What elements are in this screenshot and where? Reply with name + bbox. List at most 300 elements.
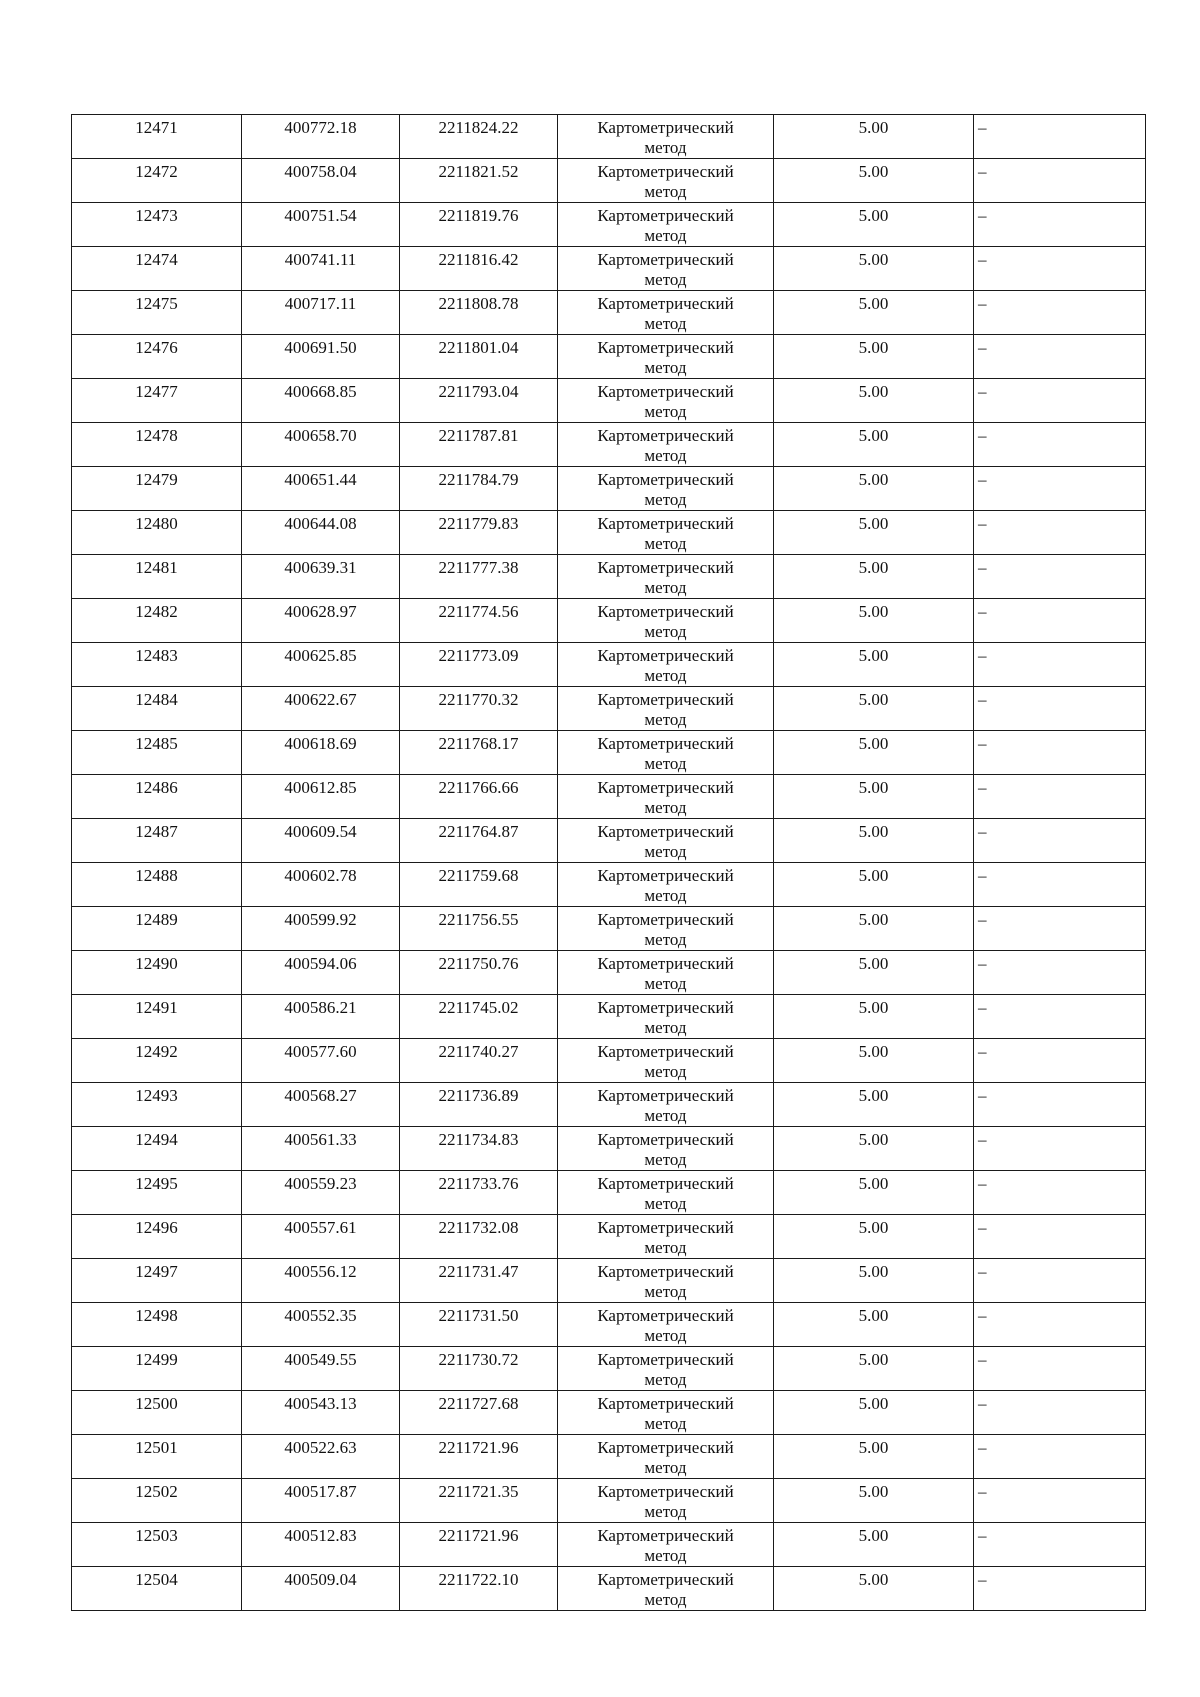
method-line-2: метод [644,578,687,597]
table-row [72,1567,1146,1611]
error-cell: 5.00 [774,1215,974,1259]
table-row [72,1127,1146,1171]
error-cell: 5.00 [774,775,974,819]
y-coordinate-cell: 2211773.09 [400,643,558,687]
note-cell: – [974,643,1146,687]
method-line-2: метод [644,930,687,949]
point-number-cell: 12475 [72,291,242,335]
table-row [72,511,1146,555]
method-cell [558,1435,774,1479]
method-line-2: метод [644,1194,687,1213]
x-coordinate-cell: 400552.35 [242,1303,400,1347]
error-cell: 5.00 [774,907,974,951]
method-cell [558,1303,774,1347]
note-cell: – [974,1083,1146,1127]
table-row [72,643,1146,687]
error-cell: 5.00 [774,1127,974,1171]
error-cell: 5.00 [774,1083,974,1127]
method-cell [558,599,774,643]
method-cell [558,335,774,379]
note-cell: – [974,775,1146,819]
table-row [72,203,1146,247]
method-line-2: метод [644,490,687,509]
method-line-2: метод [644,226,687,245]
method-cell [558,1083,774,1127]
note-cell: – [974,555,1146,599]
point-number-cell: 12476 [72,335,242,379]
error-cell: 5.00 [774,247,974,291]
method-cell [558,555,774,599]
note-cell: – [974,335,1146,379]
point-number-cell: 12498 [72,1303,242,1347]
method-line-1: Картометрический [597,470,734,489]
method-line-2: метод [644,1150,687,1169]
point-number-cell: 12485 [72,731,242,775]
method-line-1: Картометрический [597,1042,734,1061]
note-cell: – [974,1567,1146,1611]
note-cell: – [974,291,1146,335]
error-cell: 5.00 [774,819,974,863]
y-coordinate-cell: 2211731.50 [400,1303,558,1347]
method-line-2: метод [644,1502,687,1521]
y-coordinate-cell: 2211734.83 [400,1127,558,1171]
x-coordinate-cell: 400622.67 [242,687,400,731]
x-coordinate-cell: 400609.54 [242,819,400,863]
error-cell: 5.00 [774,643,974,687]
method-line-2: метод [644,842,687,861]
method-cell [558,819,774,863]
method-line-1: Картометрический [597,1394,734,1413]
point-number-cell: 12481 [72,555,242,599]
x-coordinate-cell: 400602.78 [242,863,400,907]
error-cell: 5.00 [774,555,974,599]
method-cell [558,1171,774,1215]
point-number-cell: 12504 [72,1567,242,1611]
method-line-1: Картометрический [597,954,734,973]
table-row [72,379,1146,423]
note-cell: – [974,203,1146,247]
note-cell: – [974,819,1146,863]
y-coordinate-cell: 2211777.38 [400,555,558,599]
method-cell [558,467,774,511]
error-cell: 5.00 [774,467,974,511]
method-line-1: Картометрический [597,558,734,577]
note-cell: – [974,467,1146,511]
method-line-1: Картометрический [597,294,734,313]
y-coordinate-cell: 2211756.55 [400,907,558,951]
method-cell [558,1215,774,1259]
point-number-cell: 12480 [72,511,242,555]
method-line-1: Картометрический [597,1218,734,1237]
y-coordinate-cell: 2211824.22 [400,115,558,159]
method-line-1: Картометрический [597,1086,734,1105]
table-row [72,555,1146,599]
y-coordinate-cell: 2211764.87 [400,819,558,863]
method-line-1: Картометрический [597,1482,734,1501]
x-coordinate-cell: 400577.60 [242,1039,400,1083]
table-row [72,951,1146,995]
method-line-2: метод [644,974,687,993]
note-cell: – [974,1435,1146,1479]
x-coordinate-cell: 400625.85 [242,643,400,687]
y-coordinate-cell: 2211774.56 [400,599,558,643]
point-number-cell: 12497 [72,1259,242,1303]
method-cell [558,1347,774,1391]
note-cell: – [974,907,1146,951]
method-line-2: метод [644,754,687,773]
method-cell [558,1567,774,1611]
point-number-cell: 12477 [72,379,242,423]
method-line-1: Картометрический [597,822,734,841]
point-number-cell: 12491 [72,995,242,1039]
error-cell: 5.00 [774,335,974,379]
method-line-1: Картометрический [597,162,734,181]
method-line-1: Картометрический [597,910,734,929]
method-line-1: Картометрический [597,602,734,621]
method-cell [558,511,774,555]
error-cell: 5.00 [774,115,974,159]
point-number-cell: 12487 [72,819,242,863]
point-number-cell: 12502 [72,1479,242,1523]
point-number-cell: 12490 [72,951,242,995]
y-coordinate-cell: 2211787.81 [400,423,558,467]
point-number-cell: 12500 [72,1391,242,1435]
note-cell: – [974,379,1146,423]
method-line-1: Картометрический [597,382,734,401]
table-row [72,599,1146,643]
method-line-1: Картометрический [597,778,734,797]
method-line-1: Картометрический [597,1526,734,1545]
point-number-cell: 12489 [72,907,242,951]
table-row [72,1259,1146,1303]
point-number-cell: 12474 [72,247,242,291]
method-cell [558,1523,774,1567]
table-row [72,1523,1146,1567]
method-line-2: метод [644,446,687,465]
note-cell: – [974,115,1146,159]
x-coordinate-cell: 400751.54 [242,203,400,247]
point-number-cell: 12496 [72,1215,242,1259]
method-line-2: метод [644,1282,687,1301]
error-cell: 5.00 [774,1479,974,1523]
x-coordinate-cell: 400559.23 [242,1171,400,1215]
point-number-cell: 12499 [72,1347,242,1391]
method-line-2: метод [644,1546,687,1565]
method-line-1: Картометрический [597,250,734,269]
y-coordinate-cell: 2211731.47 [400,1259,558,1303]
method-cell [558,1479,774,1523]
method-line-2: метод [644,270,687,289]
error-cell: 5.00 [774,1347,974,1391]
y-coordinate-cell: 2211766.66 [400,775,558,819]
y-coordinate-cell: 2211768.17 [400,731,558,775]
method-line-2: метод [644,1326,687,1345]
method-cell [558,775,774,819]
method-line-1: Картометрический [597,734,734,753]
note-cell: – [974,1347,1146,1391]
coordinates-table [71,114,1146,1611]
table-row [72,863,1146,907]
method-cell [558,643,774,687]
x-coordinate-cell: 400691.50 [242,335,400,379]
y-coordinate-cell: 2211733.76 [400,1171,558,1215]
table-row [72,1435,1146,1479]
error-cell: 5.00 [774,291,974,335]
error-cell: 5.00 [774,1567,974,1611]
method-cell [558,907,774,951]
method-cell [558,731,774,775]
table-row [72,291,1146,335]
point-number-cell: 12492 [72,1039,242,1083]
point-number-cell: 12471 [72,115,242,159]
method-cell [558,995,774,1039]
note-cell: – [974,731,1146,775]
error-cell: 5.00 [774,687,974,731]
point-number-cell: 12501 [72,1435,242,1479]
y-coordinate-cell: 2211721.35 [400,1479,558,1523]
method-line-2: метод [644,886,687,905]
point-number-cell: 12473 [72,203,242,247]
point-number-cell: 12483 [72,643,242,687]
x-coordinate-cell: 400557.61 [242,1215,400,1259]
y-coordinate-cell: 2211745.02 [400,995,558,1039]
method-cell [558,1259,774,1303]
y-coordinate-cell: 2211784.79 [400,467,558,511]
x-coordinate-cell: 400509.04 [242,1567,400,1611]
method-line-1: Картометрический [597,1306,734,1325]
x-coordinate-cell: 400556.12 [242,1259,400,1303]
y-coordinate-cell: 2211793.04 [400,379,558,423]
y-coordinate-cell: 2211759.68 [400,863,558,907]
method-line-1: Картометрический [597,690,734,709]
x-coordinate-cell: 400644.08 [242,511,400,555]
method-cell [558,951,774,995]
y-coordinate-cell: 2211736.89 [400,1083,558,1127]
method-line-2: метод [644,1062,687,1081]
method-line-2: метод [644,666,687,685]
method-cell [558,1391,774,1435]
y-coordinate-cell: 2211750.76 [400,951,558,995]
y-coordinate-cell: 2211722.10 [400,1567,558,1611]
note-cell: – [974,687,1146,731]
point-number-cell: 12493 [72,1083,242,1127]
method-line-2: метод [644,1414,687,1433]
method-line-2: метод [644,534,687,553]
method-cell [558,247,774,291]
table-row [72,1479,1146,1523]
x-coordinate-cell: 400651.44 [242,467,400,511]
method-line-1: Картометрический [597,998,734,1017]
point-number-cell: 12488 [72,863,242,907]
error-cell: 5.00 [774,1171,974,1215]
error-cell: 5.00 [774,951,974,995]
note-cell: – [974,1391,1146,1435]
y-coordinate-cell: 2211819.76 [400,203,558,247]
error-cell: 5.00 [774,731,974,775]
x-coordinate-cell: 400594.06 [242,951,400,995]
note-cell: – [974,863,1146,907]
table-row [72,1303,1146,1347]
method-line-1: Картометрический [597,1350,734,1369]
table-row [72,1347,1146,1391]
x-coordinate-cell: 400549.55 [242,1347,400,1391]
note-cell: – [974,1127,1146,1171]
error-cell: 5.00 [774,379,974,423]
method-line-2: метод [644,1590,687,1609]
method-line-1: Картометрический [597,866,734,885]
y-coordinate-cell: 2211727.68 [400,1391,558,1435]
error-cell: 5.00 [774,423,974,467]
x-coordinate-cell: 400717.11 [242,291,400,335]
y-coordinate-cell: 2211816.42 [400,247,558,291]
method-cell [558,863,774,907]
note-cell: – [974,511,1146,555]
point-number-cell: 12482 [72,599,242,643]
y-coordinate-cell: 2211721.96 [400,1435,558,1479]
note-cell: – [974,599,1146,643]
error-cell: 5.00 [774,863,974,907]
x-coordinate-cell: 400658.70 [242,423,400,467]
y-coordinate-cell: 2211779.83 [400,511,558,555]
note-cell: – [974,1303,1146,1347]
y-coordinate-cell: 2211721.96 [400,1523,558,1567]
table-row [72,687,1146,731]
table-row [72,1039,1146,1083]
table-row [72,775,1146,819]
table-row [72,115,1146,159]
coordinates-table-body [72,115,1146,1611]
table-row [72,335,1146,379]
table-row [72,1083,1146,1127]
point-number-cell: 12495 [72,1171,242,1215]
method-line-1: Картометрический [597,646,734,665]
method-line-2: метод [644,1018,687,1037]
x-coordinate-cell: 400543.13 [242,1391,400,1435]
method-line-2: метод [644,358,687,377]
method-line-2: метод [644,182,687,201]
x-coordinate-cell: 400561.33 [242,1127,400,1171]
y-coordinate-cell: 2211730.72 [400,1347,558,1391]
method-line-2: метод [644,1106,687,1125]
method-line-1: Картометрический [597,426,734,445]
table-row [72,995,1146,1039]
x-coordinate-cell: 400758.04 [242,159,400,203]
table-row [72,423,1146,467]
method-cell [558,1127,774,1171]
method-cell [558,159,774,203]
method-line-2: метод [644,138,687,157]
x-coordinate-cell: 400612.85 [242,775,400,819]
error-cell: 5.00 [774,1435,974,1479]
note-cell: – [974,159,1146,203]
method-line-2: метод [644,798,687,817]
method-cell [558,115,774,159]
x-coordinate-cell: 400772.18 [242,115,400,159]
table-row [72,1171,1146,1215]
table-row [72,1215,1146,1259]
y-coordinate-cell: 2211740.27 [400,1039,558,1083]
note-cell: – [974,1039,1146,1083]
method-line-2: метод [644,1238,687,1257]
table-row [72,731,1146,775]
note-cell: – [974,1171,1146,1215]
x-coordinate-cell: 400639.31 [242,555,400,599]
note-cell: – [974,951,1146,995]
x-coordinate-cell: 400628.97 [242,599,400,643]
method-line-1: Картометрический [597,206,734,225]
method-cell [558,203,774,247]
x-coordinate-cell: 400517.87 [242,1479,400,1523]
point-number-cell: 12486 [72,775,242,819]
error-cell: 5.00 [774,1259,974,1303]
method-line-1: Картометрический [597,1130,734,1149]
table-row [72,159,1146,203]
error-cell: 5.00 [774,511,974,555]
y-coordinate-cell: 2211770.32 [400,687,558,731]
method-line-1: Картометрический [597,1570,734,1589]
method-line-2: метод [644,622,687,641]
x-coordinate-cell: 400668.85 [242,379,400,423]
method-line-2: метод [644,1370,687,1389]
method-line-2: метод [644,314,687,333]
method-line-1: Картометрический [597,514,734,533]
method-line-1: Картометрический [597,1262,734,1281]
method-line-2: метод [644,1458,687,1477]
point-number-cell: 12479 [72,467,242,511]
method-cell [558,291,774,335]
error-cell: 5.00 [774,1523,974,1567]
x-coordinate-cell: 400618.69 [242,731,400,775]
method-line-1: Картометрический [597,1174,734,1193]
error-cell: 5.00 [774,203,974,247]
note-cell: – [974,1259,1146,1303]
error-cell: 5.00 [774,159,974,203]
point-number-cell: 12494 [72,1127,242,1171]
method-cell [558,379,774,423]
method-line-1: Картометрический [597,1438,734,1457]
error-cell: 5.00 [774,599,974,643]
y-coordinate-cell: 2211732.08 [400,1215,558,1259]
table-row [72,1391,1146,1435]
method-line-2: метод [644,710,687,729]
y-coordinate-cell: 2211808.78 [400,291,558,335]
error-cell: 5.00 [774,1391,974,1435]
note-cell: – [974,1523,1146,1567]
method-line-1: Картометрический [597,118,734,137]
note-cell: – [974,995,1146,1039]
point-number-cell: 12478 [72,423,242,467]
method-cell [558,1039,774,1083]
point-number-cell: 12472 [72,159,242,203]
method-cell [558,687,774,731]
x-coordinate-cell: 400586.21 [242,995,400,1039]
y-coordinate-cell: 2211801.04 [400,335,558,379]
method-line-1: Картометрический [597,338,734,357]
x-coordinate-cell: 400512.83 [242,1523,400,1567]
note-cell: – [974,1479,1146,1523]
table-row [72,819,1146,863]
table-row [72,907,1146,951]
method-line-2: метод [644,402,687,421]
method-cell [558,423,774,467]
error-cell: 5.00 [774,995,974,1039]
note-cell: – [974,423,1146,467]
x-coordinate-cell: 400522.63 [242,1435,400,1479]
table-row [72,467,1146,511]
note-cell: – [974,1215,1146,1259]
point-number-cell: 12484 [72,687,242,731]
x-coordinate-cell: 400568.27 [242,1083,400,1127]
